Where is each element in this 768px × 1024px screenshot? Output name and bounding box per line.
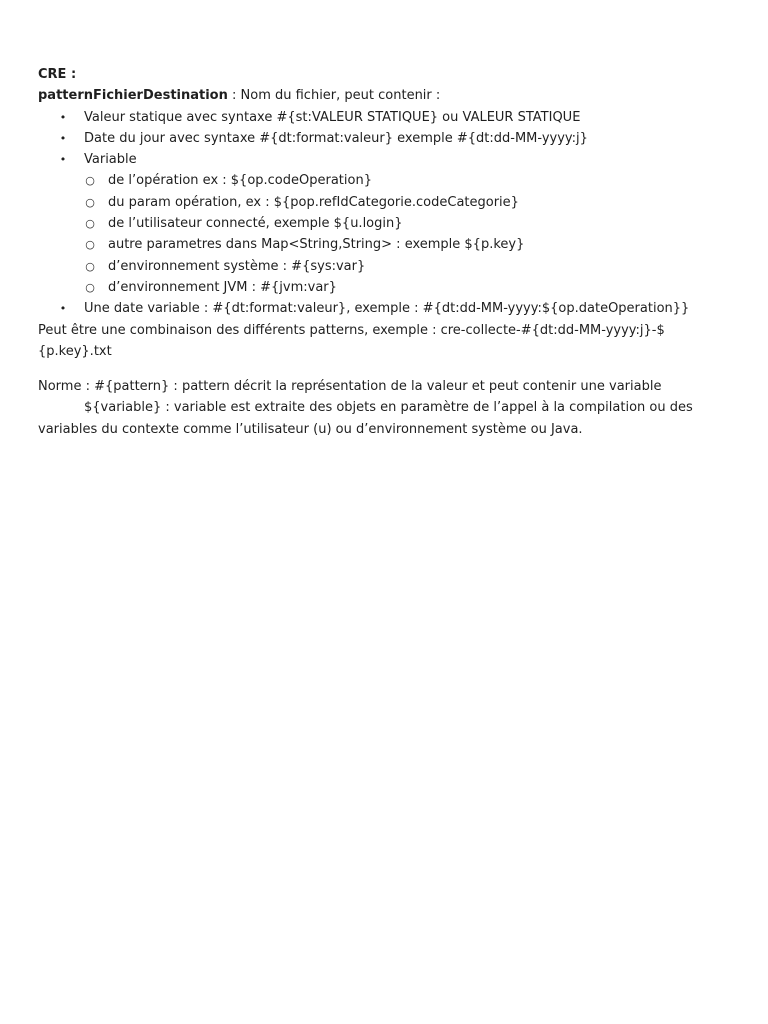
bullet-list: [38, 107, 698, 320]
bullet-marker: •: [59, 131, 67, 145]
sub-list-item-text: autre parametres dans Map<String,String> : exemple ${p.key}: [108, 237, 525, 253]
list-item-text: Valeur statique avec syntaxe #{st:VALEUR STATIQUE} ou VALEUR STATIQUE: [84, 109, 581, 125]
list-item: [38, 298, 698, 319]
combination-line-continued: {p.key}.txt: [38, 343, 112, 359]
bullet-marker: •: [59, 153, 67, 167]
document-body: [38, 64, 698, 440]
list-item: [38, 128, 698, 149]
section-heading: CRE :: [38, 67, 77, 82]
field-description: : Nom du fichier, peut contenir :: [227, 88, 441, 104]
sub-list-item-text: de l’utilisateur connecté, exemple ${u.login}: [108, 216, 403, 232]
sub-list-item: [38, 192, 698, 213]
circle-bullet-marker: ○: [85, 259, 95, 273]
list-item-text: Une date variable : #{dt:format:valeur}, exemple : #{dt:dd-MM-yyyy:${op.dateOperation}}: [84, 301, 690, 317]
circle-bullet-marker: ○: [85, 238, 95, 252]
sub-list-item-text: de l’opération ex : ${op.codeOperation}: [108, 173, 372, 189]
circle-bullet-marker: ○: [85, 195, 95, 209]
list-item-text: Variable: [84, 152, 137, 168]
field-name: patternFichierDestination: [38, 88, 228, 104]
paragraph-spacer: [38, 362, 698, 376]
norme-line: Norme : #{pattern} : pattern décrit la représentation de la valeur et peut contenir une variable: [38, 379, 662, 395]
combination-line: Peut être une combinaison des différents patterns, exemple : cre-collecte-#{dt:dd-MM-yyyy:j}-$: [38, 322, 665, 338]
sub-list-item-text: du param opération, ex : ${pop.refIdCategorie.codeCategorie}: [108, 194, 519, 210]
sub-list-item: [38, 170, 698, 191]
sub-list-item: [38, 234, 698, 255]
bullet-marker: •: [59, 302, 67, 316]
sub-list-item: [38, 277, 698, 298]
list-item: [38, 149, 698, 170]
variable-paragraph: ${variable} : variable est extraite des objets en paramètre de l’appel à la compilation ou des variables du contexte comme l’utilisateur (u) ou d’environnement système ou Java.: [38, 400, 693, 437]
bullet-marker: •: [59, 110, 67, 124]
circle-bullet-marker: ○: [85, 217, 95, 231]
circle-bullet-marker: ○: [85, 174, 95, 188]
sub-list-item-text: d’environnement JVM : #{jvm:var}: [108, 279, 337, 295]
list-item: [38, 107, 698, 128]
circle-bullet-marker: ○: [85, 280, 95, 294]
sub-list-item: [38, 256, 698, 277]
field-definition: [38, 85, 698, 106]
list-item-text: Date du jour avec syntaxe #{dt:format:valeur} exemple #{dt:dd-MM-yyyy:j}: [84, 130, 588, 146]
sub-list-item: [38, 213, 698, 234]
sub-list-item-text: d’environnement système : #{sys:var}: [108, 258, 366, 274]
